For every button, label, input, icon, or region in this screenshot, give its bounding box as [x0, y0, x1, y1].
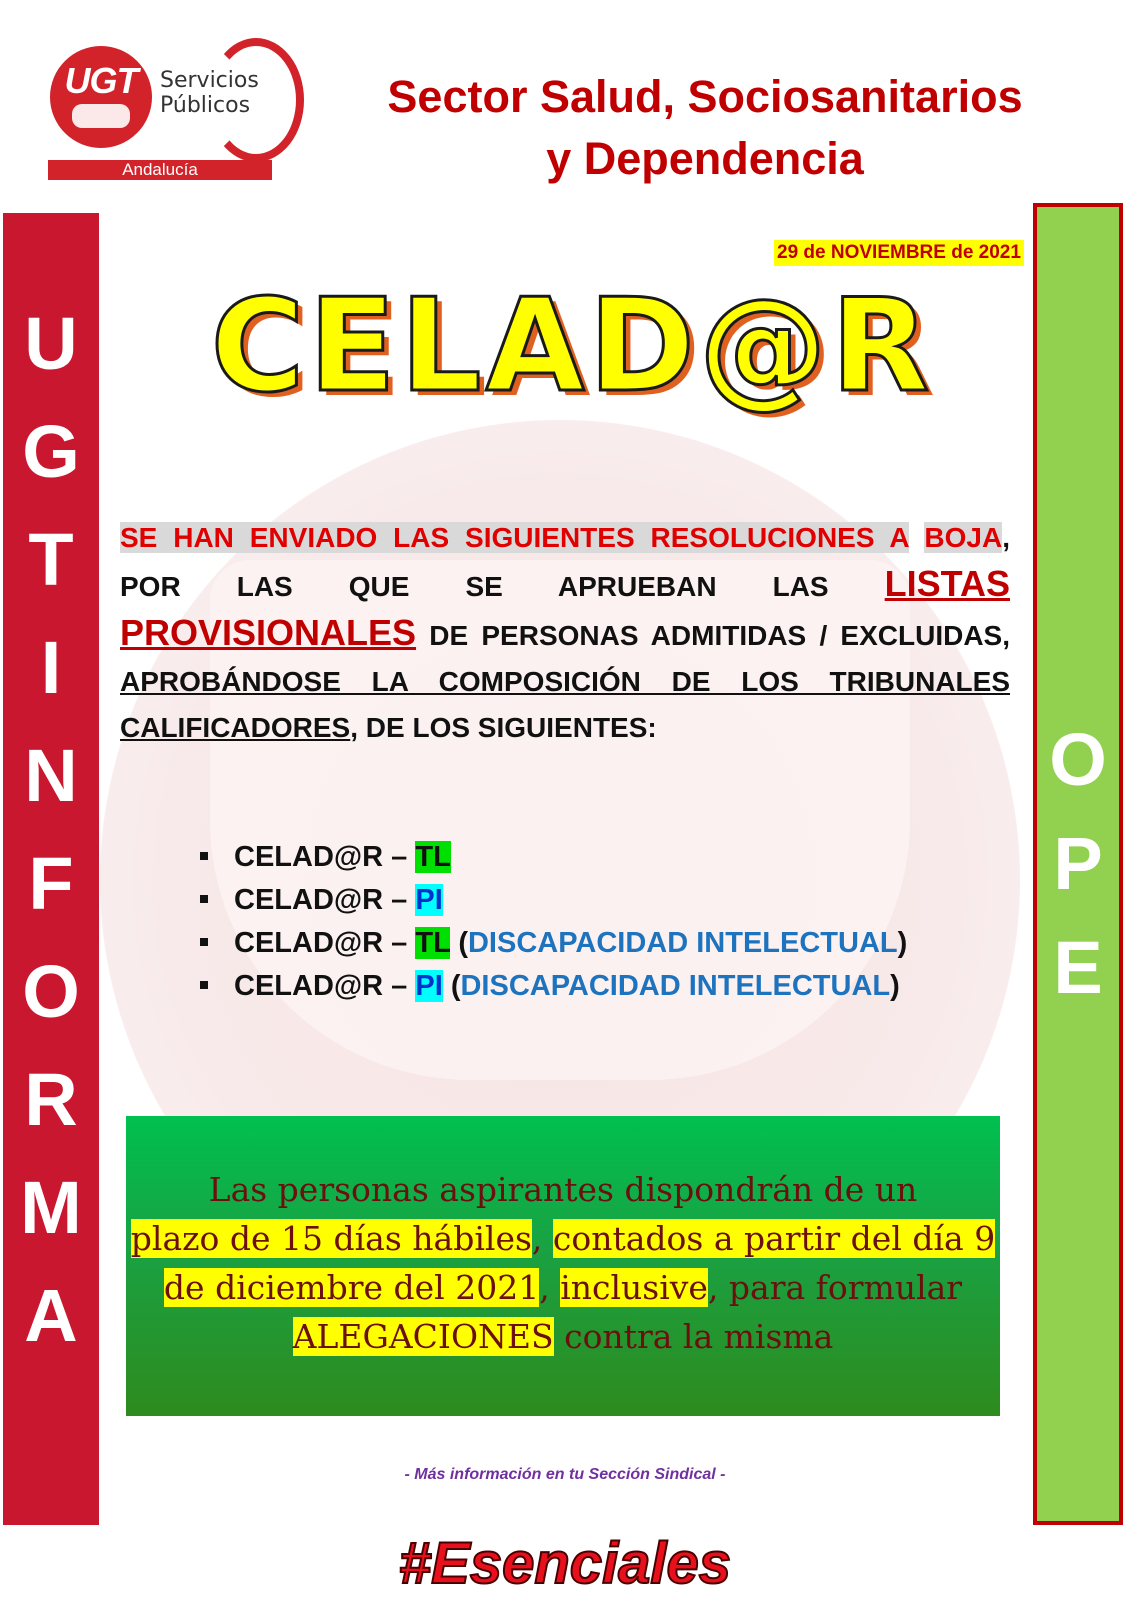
body-part6: APROBÁNDOSE LA COMPOSICIÓN DE LOS TRIBUNALES CALIFICADORES — [120, 666, 1010, 743]
notice-part: Las personas aspirantes dispondrán de un — [208, 1170, 918, 1209]
side-letter: G — [22, 410, 80, 493]
ope-letters — [1033, 708, 1123, 1020]
list-item — [200, 836, 1020, 879]
item-prefix: CELAD@R – — [234, 841, 416, 873]
side-letter: T — [28, 518, 74, 601]
logo-region: Andalucía — [48, 160, 272, 180]
item-code: TL — [415, 927, 451, 959]
logo-subtitle — [160, 68, 259, 118]
bullet-icon — [200, 938, 208, 946]
bullet-icon — [200, 981, 208, 989]
header-line2: y Dependencia — [546, 133, 864, 184]
notice-part: , — [539, 1268, 561, 1307]
side-letter: M — [20, 1166, 82, 1249]
notice-part: contra la misma — [553, 1317, 834, 1356]
notice-part: , — [531, 1219, 553, 1258]
item-code: PI — [415, 970, 443, 1002]
item-suffix: DISCAPACIDAD INTELECTUAL — [460, 970, 891, 1002]
side-letter: O — [1049, 718, 1107, 801]
bullet-icon — [200, 852, 208, 860]
bullet-icon — [200, 895, 208, 903]
handshake-icon — [72, 104, 130, 128]
body-part5: DE PERSONAS ADMITIDAS / EXCLUIDAS, — [416, 620, 1010, 651]
announcement-paragraph — [120, 515, 1010, 751]
body-part4: LISTAS PROVISIONALES — [120, 563, 1010, 653]
item-prefix: CELAD@R – — [234, 970, 416, 1002]
ugt-informa-letters — [3, 290, 99, 1370]
ugt-logo — [48, 38, 288, 184]
notice-highlight: ALEGACIONES — [292, 1317, 554, 1356]
body-part2: BOJA — [924, 522, 1003, 553]
side-letter: P — [1053, 822, 1103, 905]
side-letter: O — [22, 950, 80, 1033]
side-letter: F — [28, 842, 74, 925]
category-list — [200, 836, 1020, 1008]
footer-note: - Más información en tu Sección Sindical - — [404, 1466, 726, 1483]
logo-brand: UGT — [64, 60, 138, 101]
page-header — [310, 66, 1100, 190]
side-letter: I — [40, 626, 62, 709]
header-line1: Sector Salud, Sociosanitarios — [387, 71, 1023, 122]
item-code: PI — [415, 884, 443, 916]
logo-line2: Públicos — [160, 93, 251, 118]
item-prefix: CELAD@R – — [234, 927, 416, 959]
date-label: 29 de NOVIEMBRE de 2021 — [774, 240, 1024, 266]
side-letter: U — [24, 302, 78, 385]
side-letter: A — [24, 1274, 78, 1357]
notice-highlight: inclusive — [560, 1268, 708, 1307]
logo-line1: Servicios — [160, 68, 259, 93]
page-title: CELAD@R — [210, 272, 934, 421]
list-item: CELAD@R – TL (DISCAPACIDAD INTELECTUAL) — [200, 922, 1020, 965]
item-code: TL — [415, 841, 451, 873]
notice-highlight: contados a partir del día 9 de diciembre del 2021 — [163, 1219, 996, 1307]
list-item — [200, 879, 1020, 922]
list-item: CELAD@R – PI (DISCAPACIDAD INTELECTUAL) — [200, 965, 1020, 1008]
body-part3: , POR LAS QUE SE APRUEBAN LAS — [120, 522, 1010, 602]
side-letter: R — [24, 1058, 78, 1141]
item-suffix: DISCAPACIDAD INTELECTUAL — [467, 927, 898, 959]
body-part7: , DE LOS SIGUIENTES: — [350, 712, 657, 743]
body-part1: SE HAN ENVIADO LAS SIGUIENTES RESOLUCIONES A — [120, 522, 909, 553]
side-letter: E — [1053, 926, 1103, 1009]
hashtag: #Esenciales — [398, 1531, 732, 1596]
side-letter: N — [24, 734, 78, 817]
notice-highlight: plazo de 15 días hábiles — [130, 1219, 532, 1258]
notice-part: , para formular — [707, 1268, 963, 1307]
item-prefix: CELAD@R – — [234, 884, 416, 916]
notice-text — [126, 1165, 1000, 1361]
